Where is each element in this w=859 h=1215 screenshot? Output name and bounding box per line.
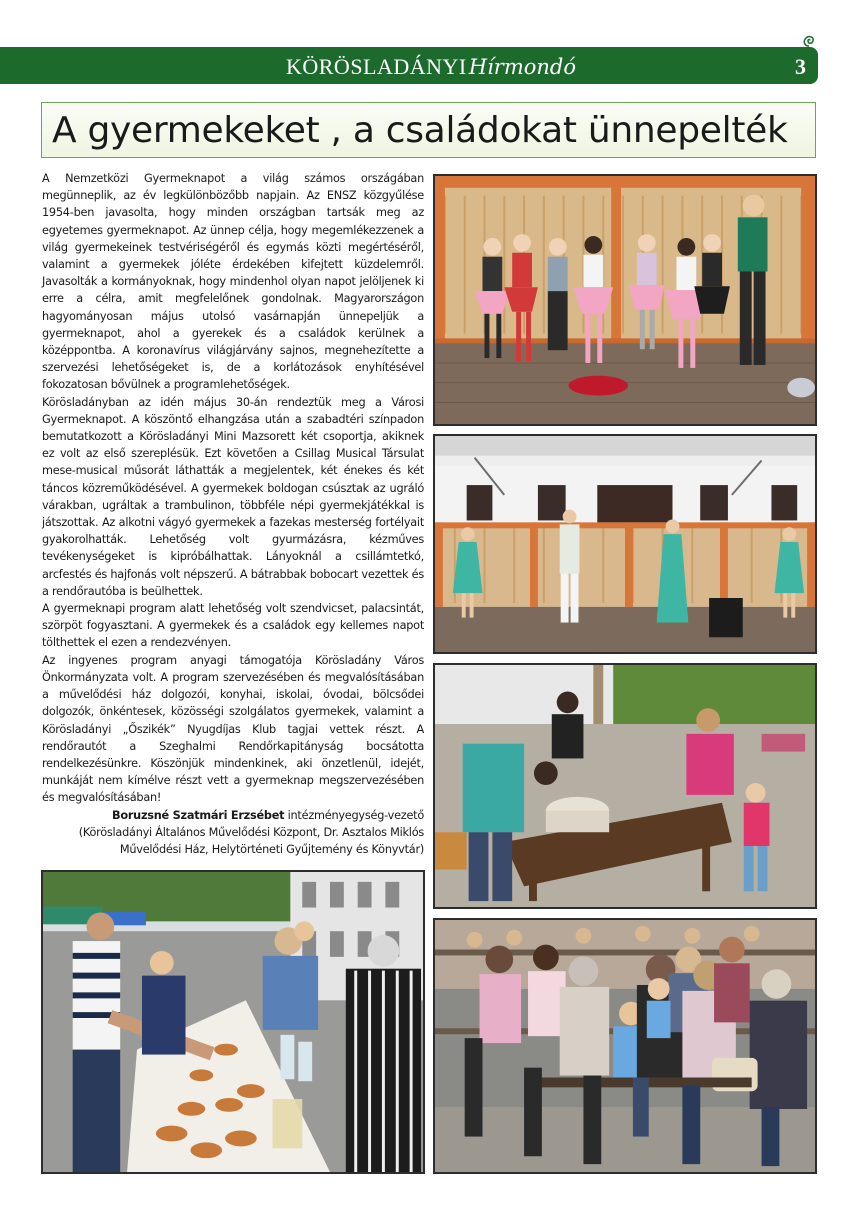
photo-pottery-workshop bbox=[433, 663, 817, 909]
article-signature bbox=[42, 807, 424, 824]
audience-photo-icon bbox=[435, 920, 815, 1172]
article-title: A gyermekeket , a családokat ünnepelték bbox=[52, 110, 788, 151]
swirl-ornament-icon bbox=[802, 34, 816, 48]
article-paragraph: Körösladányban az idén május 30-án rendeztük meg a Városi Gyermeknapot. A köszöntő elhangzása után a szabadtéri színpadon bemutatkozott a Körösladányi Mini Mazsorett két csoportja, akiknek ez volt az első szereplésük. Ezt követően a Csillag Musical Társulat mese-musical műsorát láthatták a megjelentek, két énekes és két táncos közreműködésével. A gyermekek boldogan csúsztak az ugráló várakban, ugráltak a trambulinon, többféle népi gyermekjátékkal is játszottak. Az alkotni vágyó gyermekek a fazekas mesterség fortélyait gyakorolhatták. Lehetőség volt gyurmázásra, kézműves tevékenységeket is kipróbálhattak. Lányoknál a csillámtetkó, arcfestés és hajfonás volt népszerű. A bátrabbak bobocart vezettek és a rendőrautóba is beülhettek. bbox=[42, 395, 424, 598]
page-number: 3 bbox=[795, 54, 806, 79]
header-bar bbox=[0, 47, 818, 84]
article-title-box bbox=[41, 102, 816, 158]
article-paragraph: A Nemzetközi Gyermeknapot a világ számos országában megünneplik, az év legkülönbözőbb napjain. Az ENSZ közgyűlése 1954-ben javasolta, hogy minden országban tartsák meg az egyetemes gyermeknapot. Az ünnep célja, hogy megemlékezzenek a világ gyermekeinek testvériségéről és egymás közti megértéséről, valamint a gyermekek jóléte érdekében kifejtett küzdelemről. Javasolták a kormányoknak, hogy mindenhol olyan napot jelöljenek ki erre a célra, amit megfelelőnek gondolnak. Magyarországon hagyományosan május utolsó vasárnapján ünnepeljük a gyermeknapot, ahol a gyerekek és a családok kerülnek a középpontba. A koronavírus világjárvány sajnos, megnehezítette a szervezési lehetőségeket is, de a korlátozások enyhítésével fokozatosan bővülnek a programlehetőségek. bbox=[42, 172, 424, 392]
dance-photo-icon bbox=[435, 176, 815, 424]
food-photo-icon bbox=[43, 872, 423, 1172]
masthead-script: Hírmondó bbox=[468, 55, 577, 79]
photo-stage-performers bbox=[433, 434, 817, 654]
article-paragraph: Az ingyenes program anyagi támogatója Körösladány Város Önkormányzata volt. A program szervezésében és megvalósításában a művelődési ház dolgozói, konyhai, iskolai, óvodai, bölcsődei dolgozók, önkéntesek, közösségi szolgálatos gyermekek, valamint a Körösladányi „Őszikék” Nyugdíjas Klub tagjai vettek részt. A rendőrautót a Szeghalmi Rendőrkapitányság bocsátotta rendelkezésünkre. Köszönjük mindenkinek, aki önzetlenül, idejét, munkáját nem kímélve részt vett a gyermeknap megszervezésében és megvalósításában! bbox=[42, 653, 424, 805]
signature-name: Boruzsné Szatmári Erzsébet bbox=[111, 808, 285, 822]
photo-children-dancing bbox=[433, 174, 817, 426]
photo-audience-seated bbox=[433, 918, 817, 1174]
pottery-photo-icon bbox=[435, 665, 815, 907]
masthead-title bbox=[0, 47, 859, 84]
photo-food-table bbox=[41, 870, 425, 1174]
stage-photo-icon bbox=[435, 436, 815, 652]
article-body bbox=[42, 170, 424, 858]
article-paragraph: A gyermeknapi program alatt lehetőség volt szendvicset, palacsintát, szörpöt fogyasztani. A gyermekek és a családok egy kellemes napot tölthettek el ezen a rendezvényen. bbox=[42, 602, 424, 650]
signature-institution: (Körösladányi Általános Művelődési Központ, Dr. Asztalos Miklós Művelődési Ház, Helytörténeti Gyűjtemény és Könyvtár) bbox=[78, 825, 424, 856]
signature-role: intézményegység-vezető bbox=[284, 808, 424, 822]
masthead-main: KÖRÖSLADÁNYI bbox=[285, 54, 467, 79]
